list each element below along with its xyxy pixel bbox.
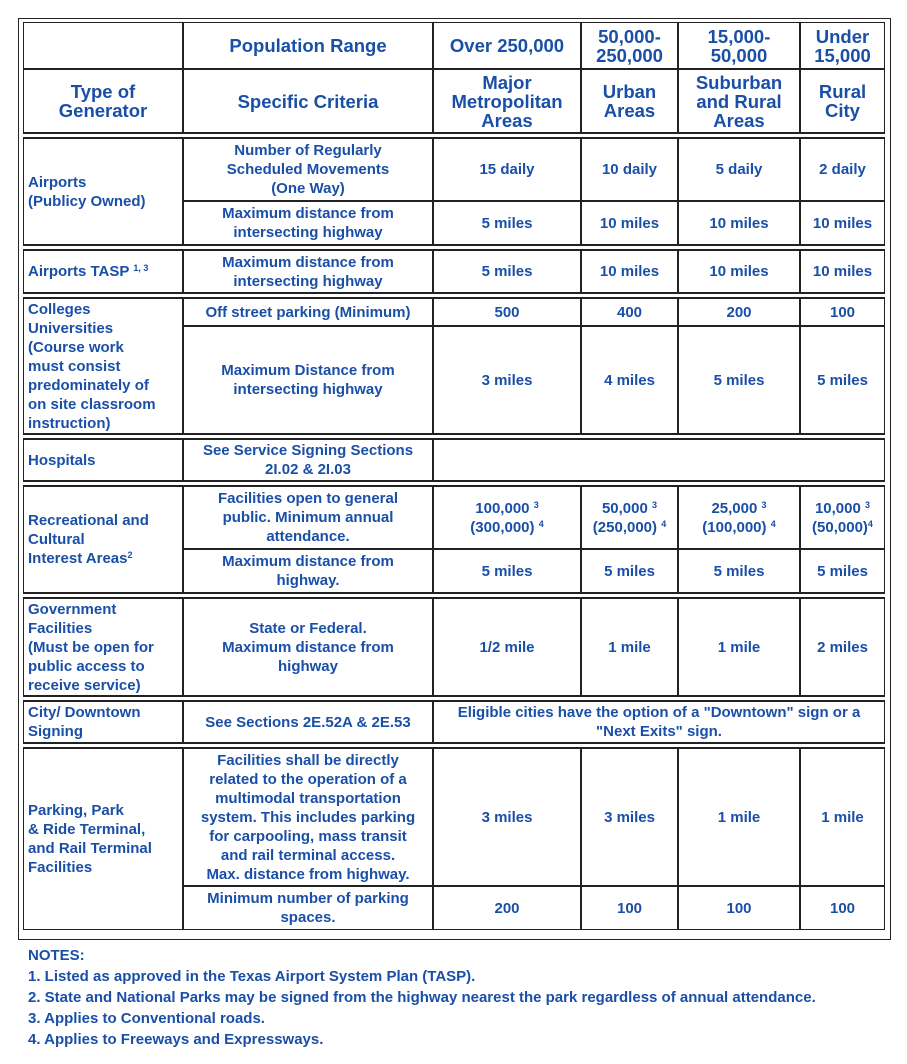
table-cell: 10 miles <box>581 201 678 245</box>
downtown-note: Eligible cities have the option of a "Downtown" sign or a "Next Exits" sign. <box>433 701 885 743</box>
table-cell: 200 <box>678 298 800 326</box>
header-15000-50000: 15,000- 50,000 <box>678 22 800 69</box>
table-cell: 2 miles <box>800 598 885 696</box>
table-cell: 5 miles <box>678 326 800 434</box>
note-item: 4. Applies to Freeways and Expressways. <box>28 1031 324 1048</box>
airports-criteria-movements: Number of Regularly Scheduled Movements (One Way) <box>183 138 433 201</box>
table-cell: 100 <box>800 298 885 326</box>
table-cell: 10 miles <box>800 201 885 245</box>
table-cell: 10 miles <box>678 250 800 293</box>
generator-criteria-table <box>23 22 885 930</box>
attendance-cell <box>800 486 885 549</box>
attendance-cell <box>678 486 800 549</box>
footnote-marker: 3 <box>761 499 767 510</box>
footnote-marker: 4 <box>770 518 776 529</box>
hospitals-empty-cell <box>433 439 885 481</box>
table-cell: 5 miles <box>581 549 678 593</box>
airports-tasp-label <box>23 250 183 293</box>
header-urban: Urban Areas <box>581 69 678 133</box>
airports-tasp-criteria: Maximum distance from intersecting highway <box>183 250 433 293</box>
header-population-range: Population Range <box>183 22 433 69</box>
airports-criteria-distance: Maximum distance from intersecting highway <box>183 201 433 245</box>
footnote-marker: 4 <box>661 518 667 529</box>
footnote-marker: 1, 3 <box>133 263 149 273</box>
table-cell: 5 miles <box>433 201 581 245</box>
note-item: 1. Listed as approved in the Texas Airport System Plan (TASP). <box>28 968 476 985</box>
table-cell: 100 <box>678 886 800 930</box>
table-cell: 10 miles <box>581 250 678 293</box>
header-type-of-generator: Type of Generator <box>23 69 183 133</box>
parking-criteria-spaces: Minimum number of parking spaces. <box>183 886 433 930</box>
colleges-criteria-distance: Maximum Distance from intersecting highway <box>183 326 433 434</box>
parking-criteria-distance: Facilities shall be directly related to the operation of a multimodal transportation system. This includes parking for carpooling, mass transit and rail terminal access. Max. distance from highway. <box>183 748 433 886</box>
table-cell: 4 miles <box>581 326 678 434</box>
header-under-15000: Under 15,000 <box>800 22 885 69</box>
footnote-marker: 3 <box>652 499 658 510</box>
table-cell: 1 mile <box>581 598 678 696</box>
header-rural-city: Rural City <box>800 69 885 133</box>
airports-label: Airports (Publicy Owned) <box>23 138 183 245</box>
table-cell: 5 miles <box>800 326 885 434</box>
header-major-metro: Major Metropolitan Areas <box>433 69 581 133</box>
table-cell: 10 miles <box>678 201 800 245</box>
table-cell: 1 mile <box>800 748 885 886</box>
footnote-marker: 3 <box>865 499 871 510</box>
footnote-marker: 4 <box>867 518 873 529</box>
attendance-conventional: 10,000 <box>814 499 861 517</box>
table-cell: 1 mile <box>678 748 800 886</box>
table-cell: 10 daily <box>581 138 678 201</box>
table-cell: 5 daily <box>678 138 800 201</box>
table-cell: 3 miles <box>581 748 678 886</box>
attendance-freeway: (250,000) <box>592 518 658 536</box>
airports-tasp-text: Airports TASP <box>28 263 130 280</box>
colleges-criteria-parking: Off street parking (Minimum) <box>183 298 433 326</box>
footnote-marker: 2 <box>127 550 133 560</box>
parking-label: Parking, Park & Ride Terminal, and Rail Terminal Facilities <box>23 748 183 930</box>
recreational-criteria-distance: Maximum distance from highway. <box>183 549 433 593</box>
table-cell: 5 miles <box>678 549 800 593</box>
table-cell: 1 mile <box>678 598 800 696</box>
table-cell: 1/2 mile <box>433 598 581 696</box>
recreational-label <box>23 486 183 593</box>
government-label: Government Facilities (Must be open for public access to receive service) <box>23 598 183 696</box>
table-cell: 100 <box>581 886 678 930</box>
table-cell: 200 <box>433 886 581 930</box>
hospitals-criteria: See Service Signing Sections 2I.02 & 2I.03 <box>183 439 433 481</box>
table-cell: 500 <box>433 298 581 326</box>
downtown-label: City/ Downtown Signing <box>23 701 183 743</box>
table-cell: 10 miles <box>800 250 885 293</box>
header-blank <box>23 22 183 69</box>
attendance-conventional: 50,000 <box>601 499 648 517</box>
attendance-cell <box>433 486 581 549</box>
colleges-label: Colleges Universities (Course work must consist predominately of on site classroom instruction) <box>23 298 183 434</box>
attendance-freeway: (50,000) <box>812 518 868 536</box>
downtown-criteria: See Sections 2E.52A & 2E.53 <box>183 701 433 743</box>
table-cell: 3 miles <box>433 748 581 886</box>
table-cell: 5 miles <box>800 549 885 593</box>
criteria-table-wrapper <box>23 22 885 930</box>
notes-title: NOTES: <box>28 947 85 964</box>
attendance-freeway: (100,000) <box>702 518 767 536</box>
note-item: 3. Applies to Conventional roads. <box>28 1010 265 1027</box>
attendance-conventional: 25,000 <box>711 499 758 517</box>
table-cell: 400 <box>581 298 678 326</box>
table-cell: 2 daily <box>800 138 885 201</box>
table-cell: 15 daily <box>433 138 581 201</box>
footnote-marker: 3 <box>533 499 539 510</box>
attendance-cell <box>581 486 678 549</box>
header-specific-criteria: Specific Criteria <box>183 69 433 133</box>
table-cell: 3 miles <box>433 326 581 434</box>
note-item: 2. State and National Parks may be signed from the highway nearest the park regardless of annual attendance. <box>28 989 816 1006</box>
government-criteria: State or Federal. Maximum distance from highway <box>183 598 433 696</box>
table-cell: 100 <box>800 886 885 930</box>
header-suburban-rural: Suburban and Rural Areas <box>678 69 800 133</box>
hospitals-label: Hospitals <box>23 439 183 481</box>
recreational-criteria-attendance: Facilities open to general public. Minimum annual attendance. <box>183 486 433 549</box>
header-50000-250000: 50,000- 250,000 <box>581 22 678 69</box>
attendance-conventional: 100,000 <box>475 499 530 517</box>
table-cell: 5 miles <box>433 250 581 293</box>
recreational-label-text: Recreational and Cultural Interest Areas <box>28 512 149 567</box>
attendance-freeway: (300,000) <box>470 518 535 536</box>
notes-section <box>28 945 816 1050</box>
footnote-marker: 4 <box>538 518 544 529</box>
table-cell: 5 miles <box>433 549 581 593</box>
header-over-250000: Over 250,000 <box>433 22 581 69</box>
